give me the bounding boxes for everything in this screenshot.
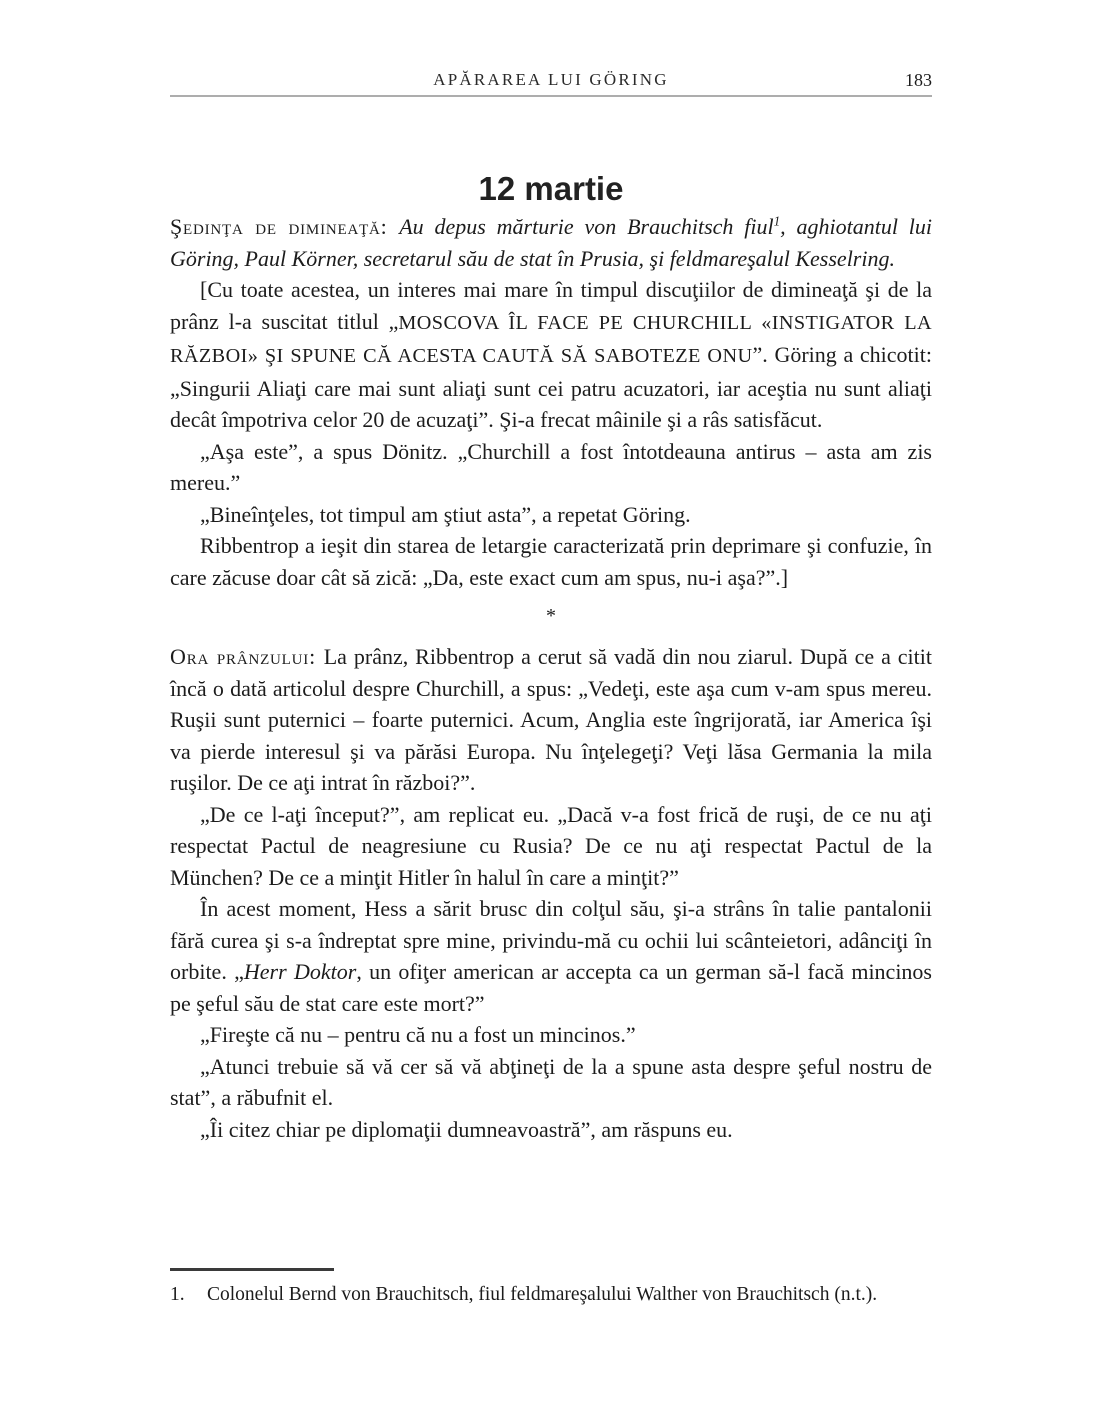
- normal-run: „De ce l-aţi început?”, am replicat eu. „Dacă v-a fost frică de ruşi, de ce nu aţi respectat Pactul de neagresiune cu Rusia? De ce nu aţi respectat Pactul de la München? De ce a minţit Hitler în halul în care a minţit?”: [170, 801, 932, 890]
- normal-run: ”. Göring a chicotit: „Singurii Aliaţi care mai sunt aliaţi sunt cei patru acuzatori, iar aceştia nu sunt aliaţi decât împotriva celor 20 de acuzaţi”. Şi-a frecat mâinile şi a râs satisfăcut.: [170, 342, 933, 432]
- section-separator: [170, 602, 932, 630]
- smallcaps-run: Ora prânzului:: [170, 644, 324, 669]
- italic-run: Au depus mărturie von Brauchitsch fiul: [399, 214, 774, 239]
- sup-italic-run: 1: [773, 213, 781, 229]
- normal-run: La prânz, Ribbentrop a cerut să vadă din nou ziarul. După ce a citit încă o dată articolul despre Churchill, a spus: „Vedeţi, este aşa cum v-am spus mereu. Ruşii sunt puternici – foarte puternici. Acum, Anglia este îngrijorată, iar America îşi va pierde interesul şi va părăsi Europa. Nu înţelegeţi? Veţi lăsa Germania la mila ruşilor. De ce aţi intrat în război?”.: [170, 644, 932, 795]
- normal-run: În acest moment, Hess a sărit brusc din colţul său, şi-a strâns în talie pantalonii fără curea şi s-a îndreptat spre mine, privindu-mă cu ochii lui scânteietori, adânciţi în orbite. „: [170, 896, 932, 984]
- normal-run: „Atunci trebuie să vă cer să vă abţineţi de la a spune asta despre şeful nostru de stat”, a răbufnit el.: [170, 1053, 932, 1110]
- normal-run: „Îi citez chiar pe diplomaţii dumneavoastră”, am răspuns eu.: [200, 1116, 733, 1142]
- chapter-title: 12 martie: [478, 170, 624, 208]
- footnote-rule: [170, 1268, 334, 1271]
- paragraph-doenitz-quote: [170, 436, 932, 499]
- paragraph-why-started: [170, 799, 932, 894]
- paragraph-goering-quote: [170, 499, 932, 531]
- header-rule: [170, 95, 932, 97]
- italic-run: , aghiotantul lui Göring, Paul Körner, secretarul său de stat în Prusia, şi feldmareşalul Kesselring.: [170, 214, 932, 271]
- paragraph-hess-reaction: [170, 893, 932, 1019]
- normal-run: „Fireşte că nu – pentru că nu a fost un mincinos.”: [200, 1022, 636, 1047]
- paragraph-bracket-comment: [170, 274, 932, 436]
- footnote-section: [170, 1268, 932, 1310]
- paragraph-of-course-not: [170, 1019, 932, 1051]
- running-head: [170, 70, 932, 94]
- footnote-text: Colonelul Bernd von Brauchitsch, fiul feldmareşalului Walther von Brauchitsch (n.t.).: [207, 1284, 878, 1305]
- body-paragraphs: [170, 211, 932, 1145]
- paragraph-morning-session: [170, 211, 932, 274]
- normal-run: , un ofiţer american ar accepta ca un german să-l facă mincinos pe şeful său de stat care este mort?”: [170, 959, 932, 1016]
- normal-run: [Cu toate acestea, un interes mai mare în timpul discuţiilor de dimineaţă şi de la prânz l-a suscitat titlul „: [170, 277, 932, 334]
- smallcaps-run: Şedinţa de dimineaţă:: [170, 214, 400, 239]
- page-number: 183: [905, 70, 932, 90]
- footnote-item: [170, 1280, 932, 1310]
- running-head-title: APĂRAREA LUI GÖRING: [433, 70, 669, 89]
- paragraph-my-reply: [170, 1114, 932, 1146]
- normal-run: *: [546, 605, 556, 627]
- normal-run: „Bineînţeles, tot timpul am ştiut asta”, a repetat Göring.: [200, 501, 691, 527]
- footnote-number: 1.: [170, 1284, 185, 1305]
- paragraph-hess-demand: [170, 1051, 932, 1114]
- caps-run: MOSCOVA ÎL FACE PE CHURCHILL «INSTIGATOR LA RĂZBOI» ŞI SPUNE CĂ ACESTA CAUTĂ SĂ SABOTEZE ONU: [170, 311, 933, 367]
- normal-run: „Aşa este”, a spus Dönitz. „Churchill a fost întotdeauna antirus – asta am zis mereu.”: [170, 438, 932, 495]
- normal-run: Ribbentrop a ieşit din starea de letargie caracterizată prin deprimare şi confuzie, în care zăcuse doar cât să zică: „Da, este exact cum am spus, nu-i aşa?”.]: [170, 533, 932, 590]
- italic-run: Herr Doktor: [243, 959, 357, 984]
- paragraph-lunchtime: [170, 641, 932, 799]
- paragraph-ribbentrop-lethargy: [170, 530, 932, 593]
